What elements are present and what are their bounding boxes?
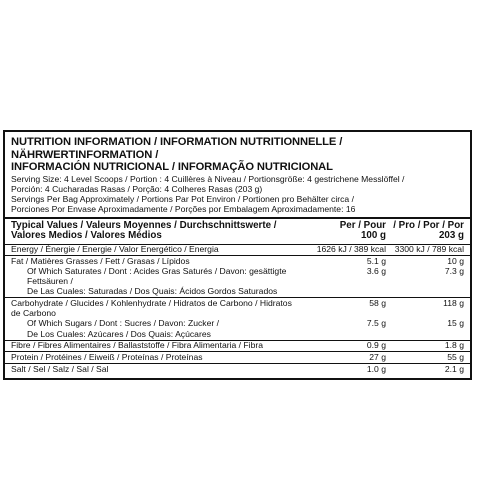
table-row	[5, 329, 470, 340]
row-label: Energy / Énergie / Energie / Valor Energético / Energia	[11, 244, 219, 254]
table-row	[5, 319, 470, 330]
servings-per-bag-line-1: Servings Per Bag Approximately / Portions Par Pot Environ / Portionen pro Behälter circa /	[11, 193, 354, 204]
row-per-100g: 58 g	[369, 297, 386, 308]
table-row	[5, 267, 470, 287]
serving-size-line-1: Serving Size: 4 Level Scoops / Portion : 4 Cuillères à Niveau / Portionsgröße: 4 gestrichene Messlöffel /	[11, 173, 405, 184]
row-per-100g: 5.1 g	[366, 255, 386, 266]
row-per-serving	[386, 330, 464, 340]
row-per-serving: 55 g	[447, 351, 464, 362]
row-per-100g: 1626 kJ / 389 kcal	[316, 244, 386, 254]
row-label: Of Which Sugars / Dont : Sucres / Davon: Zucker /	[27, 318, 219, 329]
title-line-1: NUTRITION INFORMATION / INFORMATION NUTRITIONNELLE / NÄHRWERTINFORMATION /	[11, 136, 343, 161]
row-per-serving: 2.1 g	[444, 363, 464, 374]
row-label: Of Which Saturates / Dont : Acides Gras Saturés / Davon: gesättigte Fettsäuren /	[27, 266, 287, 286]
table-row	[5, 363, 470, 375]
table-row	[5, 245, 470, 256]
row-label: Carbohydrate / Glucides / Kohlenhydrate / Hidratos de Carbono / Hidratos de Carbono	[11, 297, 292, 318]
row-label: Fibre / Fibres Alimentaires / Ballaststoffe / Fibra Alimentaria / Fibra	[11, 340, 264, 351]
row-per-100g: 27 g	[369, 351, 386, 362]
column-header-label-line-1: Typical Values / Valeurs Moyennes / Durchschnittswerte /	[11, 219, 277, 231]
row-label: Fat / Matières Grasses / Fett / Grasas / Lípidos	[11, 255, 190, 266]
row-per-serving: 118 g	[443, 297, 464, 308]
row-label: De Los Cuales: Azúcares / Dos Quais: Açúcares	[27, 328, 211, 339]
row-per-serving: 3300 kJ / 789 kcal	[394, 244, 464, 254]
title-line-2: INFORMACIÓN NUTRICIONAL / INFORMAÇÃO NUTRICIONAL	[11, 161, 333, 173]
table-row	[5, 287, 470, 298]
row-per-100g	[301, 287, 386, 297]
nutrient-rows	[5, 245, 470, 378]
column-header-row	[5, 219, 470, 244]
row-label: De Las Cuales: Saturadas / Dos Quais: Ácidos Gordos Saturados	[27, 286, 278, 297]
row-label: Protein / Protéines / Eiweiß / Proteínas / Proteínas	[11, 351, 203, 362]
row-per-serving	[386, 287, 464, 297]
table-row	[5, 351, 470, 363]
row-per-serving: 7.3 g	[444, 266, 464, 277]
nutrition-label	[3, 130, 472, 380]
row-per-100g: 3.6 g	[366, 266, 386, 277]
row-per-100g: 0.9 g	[366, 340, 386, 351]
row-per-serving: 15 g	[447, 318, 464, 329]
table-row	[5, 340, 470, 352]
table-row	[5, 255, 470, 267]
serving-size-line-2: Porción: 4 Cucharadas Rasas / Porção: 4 Colheres Rasas (203 g)	[11, 183, 263, 194]
column-header-per-100g	[301, 221, 386, 242]
column-header-per-serving-line-1: / Pro / Por / Por	[393, 219, 464, 231]
servings-per-bag-line-2: Porciones Por Envase Aproximadamente / Porções por Embalagem Aproximadamente: 16	[11, 203, 356, 214]
row-per-100g	[301, 330, 386, 340]
column-header-per-serving-line-2: 203 g	[438, 230, 464, 241]
column-header-label-line-2: Valores Medios / Valores Médios	[11, 230, 162, 241]
row-per-100g: 1.0 g	[366, 363, 386, 374]
row-label: Salt / Sel / Salz / Sal / Sal	[11, 363, 109, 374]
column-header-per-100g-line-1: Per / Pour	[339, 219, 386, 231]
column-header-per-100g-line-2: 100 g	[360, 230, 386, 241]
table-row	[5, 297, 470, 318]
column-header-per-serving	[386, 221, 464, 242]
row-per-100g: 7.5 g	[366, 318, 386, 329]
label-header	[5, 132, 470, 217]
row-per-serving: 10 g	[447, 255, 464, 266]
column-header-label	[11, 221, 301, 242]
row-per-serving: 1.8 g	[444, 340, 464, 351]
